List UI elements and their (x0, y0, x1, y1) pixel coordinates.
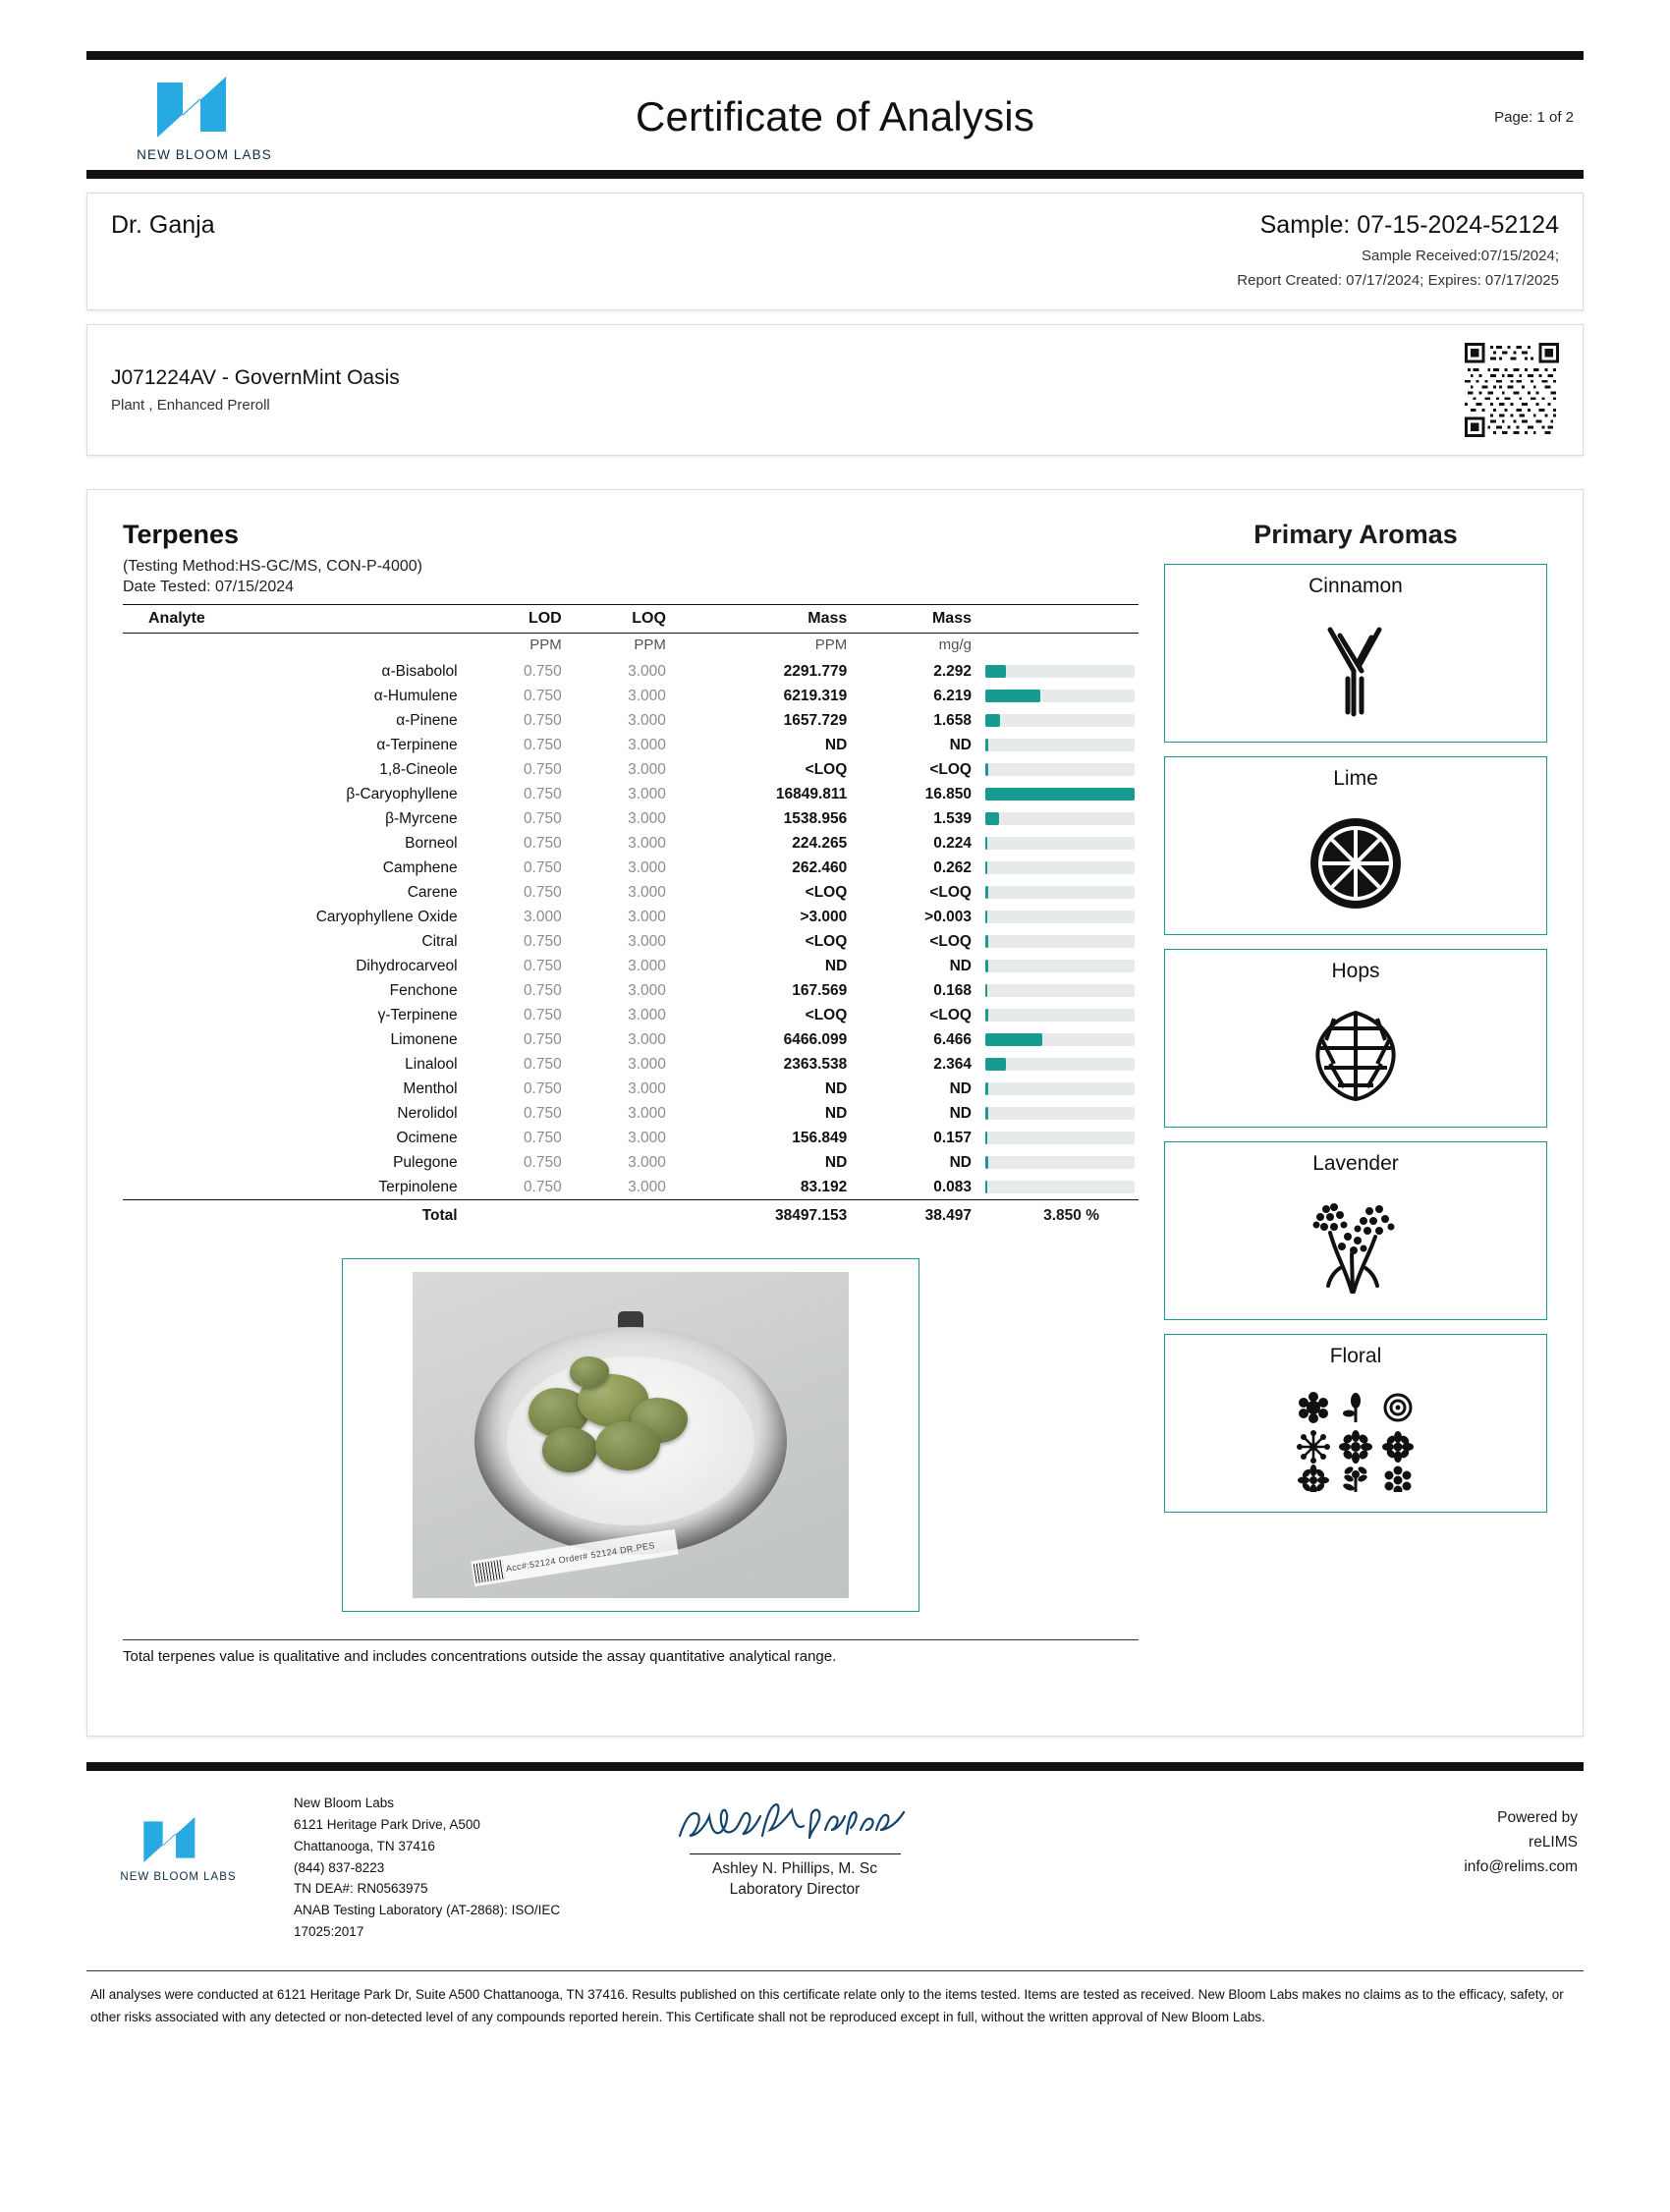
bar-track (985, 1058, 1135, 1071)
analyte-name: Nerolidol (397, 1104, 458, 1122)
analyte-mass-mgg: 1.539 (933, 809, 972, 827)
footer-logo (92, 1793, 264, 1883)
hops-cone-icon (1305, 985, 1407, 1127)
bar-track (985, 714, 1135, 727)
analyte-lod: 0.750 (523, 711, 562, 729)
analyte-name: Menthol (403, 1079, 458, 1097)
analyte-bar-cell (975, 880, 1139, 905)
total-percent: 3.850 % (975, 1200, 1139, 1229)
bar-track (985, 837, 1135, 850)
terpenes-table (123, 604, 1139, 1229)
analyte-mass-ppm: ND (824, 1104, 848, 1122)
analyte-lod: 0.750 (523, 687, 562, 704)
analyte-mass-ppm: <LOQ (805, 883, 848, 901)
col-analyte: Analyte (123, 605, 462, 634)
analyte-bar-cell (975, 1027, 1139, 1052)
aroma-card-hops (1164, 949, 1547, 1128)
table-row (123, 954, 1139, 978)
analyte-name: Borneol (405, 834, 458, 852)
table-row (123, 905, 1139, 929)
analyte-loq: 3.000 (628, 809, 666, 827)
lab-accreditation-2: 17025:2017 (294, 1924, 364, 1940)
aromas-title: Primary Aromas (1253, 520, 1458, 549)
analyte-loq: 3.000 (628, 1104, 666, 1122)
table-row (123, 1077, 1139, 1101)
bar-track (985, 1009, 1135, 1022)
table-row (123, 856, 1139, 880)
table-row (123, 1027, 1139, 1052)
results-card (86, 489, 1584, 1737)
analyte-mass-ppm: 2291.779 (783, 662, 848, 680)
analyte-lod: 0.750 (523, 1079, 562, 1097)
analyte-mass-mgg: 2.292 (933, 662, 972, 680)
analyte-loq: 3.000 (628, 834, 666, 852)
cannabis-nug (542, 1427, 597, 1472)
analyte-bar-cell (975, 905, 1139, 929)
coa-page (0, 51, 1670, 2212)
bar-fill (985, 1058, 1006, 1071)
analyte-loq: 3.000 (628, 1030, 666, 1048)
page-footer (86, 1771, 1584, 1943)
top-divider (86, 51, 1584, 60)
sample-id: Sample: 07-15-2024-52124 (1259, 211, 1559, 239)
bar-track (985, 911, 1135, 923)
primary-aromas-section (1164, 520, 1547, 1710)
signer-name: Ashley N. Phillips, M. Sc (712, 1860, 877, 1877)
analyte-mass-ppm: 83.192 (800, 1178, 848, 1195)
powered-by-label: Powered by (1497, 1809, 1578, 1826)
analyte-mass-mgg: 2.364 (933, 1055, 972, 1073)
analyte-mass-mgg: <LOQ (929, 883, 972, 901)
analyte-lod: 0.750 (523, 1153, 562, 1171)
terpenes-title: Terpenes (123, 520, 240, 549)
bar-fill (985, 1107, 988, 1120)
analyte-name: Caryophyllene Oxide (315, 908, 458, 925)
powered-by-email[interactable]: info@relims.com (1464, 1857, 1578, 1875)
analyte-mass-ppm: <LOQ (805, 760, 848, 778)
analyte-mass-ppm: 224.265 (792, 834, 848, 852)
analyte-mass-mgg: 0.168 (933, 981, 972, 999)
bar-track (985, 886, 1135, 899)
analyte-bar-cell (975, 856, 1139, 880)
sample-photograph (413, 1272, 849, 1598)
table-row (123, 1052, 1139, 1077)
analyte-name: γ-Terpinene (377, 1006, 458, 1023)
sample-photo-frame (342, 1258, 919, 1612)
citrus-slice-icon (1307, 793, 1405, 934)
page-header (86, 60, 1584, 170)
analyte-mass-mgg: 6.219 (933, 687, 972, 704)
analyte-name: α-Humulene (373, 687, 458, 704)
analyte-name: β-Caryophyllene (346, 785, 458, 802)
analyte-lod: 0.750 (523, 1178, 562, 1195)
analyte-mass-mgg: <LOQ (929, 760, 972, 778)
bar-fill (985, 788, 1135, 801)
bar-track (985, 1033, 1135, 1046)
analyte-mass-ppm: 262.460 (792, 858, 848, 876)
powered-by-name: reLIMS (1529, 1833, 1578, 1851)
analyte-bar-cell (975, 659, 1139, 684)
col-mass-ppm: Mass (670, 605, 851, 634)
bar-fill (985, 1156, 988, 1169)
bar-fill (985, 1009, 988, 1022)
analyte-lod: 0.750 (523, 1030, 562, 1048)
signature-image (647, 1797, 942, 1852)
total-ppm: 38497.153 (670, 1200, 851, 1229)
barcode-icon (473, 1559, 506, 1582)
table-row (123, 1150, 1139, 1175)
analyte-mass-ppm: >3.000 (800, 908, 848, 925)
analyte-mass-mgg: ND (949, 1079, 972, 1097)
analyte-bar-cell (975, 757, 1139, 782)
analyte-name: α-Pinene (396, 711, 458, 729)
lab-dea: TN DEA#: RN0563975 (294, 1881, 428, 1897)
analyte-loq: 3.000 (628, 736, 666, 753)
analyte-name: Ocimene (396, 1129, 458, 1146)
new-bloom-labs-logo-icon (138, 1814, 220, 1865)
analyte-lod: 0.750 (523, 809, 562, 827)
table-row (123, 1175, 1139, 1200)
analyte-lod: 0.750 (523, 662, 562, 680)
bar-fill (985, 665, 1006, 678)
analyte-mass-ppm: 6219.319 (783, 687, 848, 704)
analyte-bar-cell (975, 806, 1139, 831)
table-row (123, 733, 1139, 757)
bar-track (985, 665, 1135, 678)
table-row (123, 757, 1139, 782)
analyte-bar-cell (975, 929, 1139, 954)
dish-label-text: Acc#:52124 Order# 52124 DR.PES (505, 1539, 656, 1574)
analyte-lod: 0.750 (523, 736, 562, 753)
aroma-label: Cinnamon (1308, 575, 1403, 597)
analyte-lod: 0.750 (523, 760, 562, 778)
bar-track (985, 861, 1135, 874)
table-row (123, 684, 1139, 708)
analyte-mass-ppm: ND (824, 736, 848, 753)
analyte-loq: 3.000 (628, 1079, 666, 1097)
analyte-lod: 0.750 (523, 834, 562, 852)
signature-block (647, 1793, 942, 1899)
bar-fill (985, 911, 987, 923)
brand-logo (96, 73, 312, 162)
signer-role: Laboratory Director (729, 1881, 861, 1898)
analyte-mass-mgg: ND (949, 1153, 972, 1171)
bar-fill (985, 690, 1040, 702)
lab-name: New Bloom Labs (294, 1796, 395, 1810)
unit-loq: PPM (634, 636, 666, 653)
table-row (123, 806, 1139, 831)
analyte-bar-cell (975, 1101, 1139, 1126)
analyte-loq: 3.000 (628, 1129, 666, 1146)
table-row (123, 880, 1139, 905)
table-row (123, 782, 1139, 806)
flowers-grid-icon (1292, 1370, 1420, 1512)
unit-ppm: PPM (814, 636, 848, 653)
analyte-mass-ppm: 16849.811 (775, 785, 848, 802)
analyte-mass-mgg: 6.466 (933, 1030, 972, 1048)
analyte-bar-cell (975, 684, 1139, 708)
bar-fill (985, 960, 988, 972)
analyte-mass-mgg: 0.157 (933, 1129, 972, 1146)
aroma-card-floral (1164, 1334, 1547, 1513)
bar-track (985, 984, 1135, 997)
analyte-lod: 0.750 (523, 883, 562, 901)
analyte-bar-cell (975, 1150, 1139, 1175)
analyte-mass-ppm: 1657.729 (783, 711, 848, 729)
bar-track (985, 1107, 1135, 1120)
analyte-mass-mgg: 16.850 (924, 785, 972, 802)
sample-info-panel (86, 324, 1584, 456)
analyte-name: Limonene (390, 1030, 458, 1048)
bar-track (985, 1181, 1135, 1193)
bar-fill (985, 1082, 988, 1095)
analyte-name: Carene (407, 883, 458, 901)
sample-subtitle: Plant , Enhanced Preroll (111, 397, 270, 414)
sample-title: J071224AV - GovernMint Oasis (111, 366, 400, 389)
analyte-lod: 0.750 (523, 957, 562, 974)
bar-fill (985, 812, 999, 825)
bar-track (985, 812, 1135, 825)
analyte-mass-mgg: <LOQ (929, 932, 972, 950)
terpenes-section (123, 520, 1139, 1710)
analyte-loq: 3.000 (628, 662, 666, 680)
bar-track (985, 739, 1135, 751)
analyte-bar-cell (975, 708, 1139, 733)
bar-fill (985, 984, 987, 997)
bar-fill (985, 861, 987, 874)
table-row (123, 1126, 1139, 1150)
terpenes-footnote: Total terpenes value is qualitative and includes concentrations outside the assay quantitative analytical range. (123, 1647, 837, 1665)
lab-address-block (294, 1793, 618, 1943)
bottom-divider (86, 1762, 1584, 1771)
page-number: Page: 1 of 2 (1494, 108, 1574, 126)
analyte-name: Citral (421, 932, 458, 950)
analyte-loq: 3.000 (628, 981, 666, 999)
analyte-mass-ppm: <LOQ (805, 1006, 848, 1023)
testing-method: (Testing Method:HS-GC/MS, CON-P-4000) (123, 558, 422, 575)
qr-code[interactable] (1465, 343, 1559, 437)
analyte-lod: 0.750 (523, 981, 562, 999)
analyte-loq: 3.000 (628, 858, 666, 876)
analyte-mass-ppm: ND (824, 957, 848, 974)
analyte-lod: 0.750 (523, 1006, 562, 1023)
analyte-lod: 0.750 (523, 1129, 562, 1146)
analyte-bar-cell (975, 978, 1139, 1003)
report-dates: Report Created: 07/17/2024; Expires: 07/17/2025 (1237, 271, 1559, 289)
analyte-loq: 3.000 (628, 1178, 666, 1195)
analyte-mass-ppm: 167.569 (792, 981, 848, 999)
analyte-name: Fenchone (389, 981, 458, 999)
bar-fill (985, 739, 988, 751)
lab-accreditation: ANAB Testing Laboratory (AT-2868): ISO/IEC (294, 1903, 561, 1918)
bar-track (985, 690, 1135, 702)
bar-track (985, 935, 1135, 948)
analyte-mass-mgg: 0.083 (933, 1178, 972, 1195)
aroma-label: Hops (1331, 960, 1380, 982)
header-divider (86, 170, 1584, 179)
client-name: Dr. Ganja (111, 211, 215, 239)
lab-address-2: Chattanooga, TN 37416 (294, 1838, 435, 1853)
bar-fill (985, 714, 1000, 727)
powered-by-block (972, 1793, 1578, 1879)
analyte-mass-ppm: ND (824, 1153, 848, 1171)
analyte-mass-mgg: 0.224 (933, 834, 972, 852)
lab-address-1: 6121 Heritage Park Drive, A500 (294, 1816, 480, 1832)
analyte-mass-ppm: <LOQ (805, 932, 848, 950)
table-row (123, 978, 1139, 1003)
analyte-mass-ppm: 156.849 (792, 1129, 848, 1146)
analyte-mass-ppm: 2363.538 (783, 1055, 848, 1073)
analyte-mass-mgg: 1.658 (933, 711, 972, 729)
analyte-lod: 0.750 (523, 858, 562, 876)
col-mass-mgg: Mass (851, 605, 975, 634)
cannabis-nug (595, 1421, 660, 1470)
analyte-name: Pulegone (393, 1153, 458, 1171)
col-lod: LOD (462, 605, 566, 634)
analyte-mass-mgg: ND (949, 736, 972, 753)
analyte-mass-ppm: 1538.956 (783, 809, 848, 827)
analyte-mass-mgg: ND (949, 1104, 972, 1122)
bar-fill (985, 935, 988, 948)
analyte-loq: 3.000 (628, 1006, 666, 1023)
bar-fill (985, 1132, 987, 1144)
lavender-sprigs-icon (1301, 1178, 1411, 1319)
analyte-bar-cell (975, 733, 1139, 757)
analyte-lod: 0.750 (523, 932, 562, 950)
bar-track (985, 960, 1135, 972)
table-total-row (123, 1200, 1139, 1229)
bar-fill (985, 1033, 1042, 1046)
bar-track (985, 788, 1135, 801)
unit-mgg: mg/g (938, 636, 972, 653)
analyte-name: Dihydrocarveol (356, 957, 458, 974)
analyte-loq: 3.000 (628, 687, 666, 704)
bar-fill (985, 763, 988, 776)
aroma-label: Lime (1333, 767, 1378, 790)
analyte-lod: 0.750 (523, 785, 562, 802)
analyte-loq: 3.000 (628, 711, 666, 729)
analyte-loq: 3.000 (628, 932, 666, 950)
analyte-mass-ppm: 6466.099 (783, 1030, 848, 1048)
aroma-card-lime (1164, 756, 1547, 935)
table-row (123, 708, 1139, 733)
analyte-loq: 3.000 (628, 1153, 666, 1171)
analyte-mass-mgg: 0.262 (933, 858, 972, 876)
new-bloom-labs-logo-icon (149, 73, 259, 141)
analyte-name: Camphene (382, 858, 458, 876)
bar-track (985, 1082, 1135, 1095)
analyte-loq: 3.000 (628, 957, 666, 974)
analyte-loq: 3.000 (628, 883, 666, 901)
bar-track (985, 1132, 1135, 1144)
analyte-loq: 3.000 (628, 785, 666, 802)
table-row (123, 1101, 1139, 1126)
footer-logo-wordmark: NEW BLOOM LABS (120, 1871, 237, 1883)
bar-fill (985, 886, 988, 899)
cannabis-nug (570, 1356, 609, 1388)
analyte-name: 1,8-Cineole (379, 760, 458, 778)
unit-lod: PPM (529, 636, 562, 653)
analyte-lod: 0.750 (523, 1104, 562, 1122)
table-row (123, 831, 1139, 856)
analyte-bar-cell (975, 1126, 1139, 1150)
aroma-label: Lavender (1312, 1152, 1399, 1175)
cinnamon-sticks-icon (1310, 600, 1401, 742)
client-info-panel (86, 193, 1584, 310)
analyte-bar-cell (975, 954, 1139, 978)
bar-fill (985, 837, 987, 850)
analyte-bar-cell (975, 831, 1139, 856)
analyte-bar-cell (975, 1052, 1139, 1077)
analyte-name: Terpinolene (378, 1178, 458, 1195)
analyte-mass-ppm: ND (824, 1079, 848, 1097)
aroma-card-cinnamon (1164, 564, 1547, 743)
document-title: Certificate of Analysis (635, 93, 1035, 139)
table-row (123, 929, 1139, 954)
signature-line (690, 1853, 901, 1854)
analyte-name: α-Terpinene (376, 736, 458, 753)
analyte-bar-cell (975, 782, 1139, 806)
analyte-bar-cell (975, 1003, 1139, 1027)
analyte-mass-mgg: >0.003 (924, 908, 972, 925)
table-row (123, 659, 1139, 684)
disclaimer-text: All analyses were conducted at 6121 Heritage Park Dr, Suite A500 Chattanooga, TN 37416. Results published on this certificate relate only to the items tested. Items are tested as received. New Bloom Labs makes no claims as to the efficacy, safety, or other risks associated with any detected or non-detected level of any compounds reported herein. This Certificate shall not be reproduced except in full, without the written approval of New Bloom Labs. (90, 1987, 1564, 2025)
analyte-mass-mgg: ND (949, 957, 972, 974)
analyte-mass-mgg: <LOQ (929, 1006, 972, 1023)
col-loq: LOQ (566, 605, 670, 634)
logo-wordmark: NEW BLOOM LABS (137, 146, 272, 162)
analyte-name: Linalool (405, 1055, 458, 1073)
sample-received: Sample Received:07/15/2024; (1362, 248, 1559, 264)
analyte-lod: 0.750 (523, 1055, 562, 1073)
bar-track (985, 763, 1135, 776)
aroma-label: Floral (1329, 1345, 1382, 1367)
lab-phone: (844) 837-8223 (294, 1859, 385, 1875)
bar-track (985, 1156, 1135, 1169)
analyte-bar-cell (975, 1077, 1139, 1101)
analyte-loq: 3.000 (628, 1055, 666, 1073)
analyte-name: α-Bisabolol (381, 662, 458, 680)
total-mgg: 38.497 (851, 1200, 975, 1229)
analyte-loq: 3.000 (628, 760, 666, 778)
analyte-lod: 3.000 (523, 908, 562, 925)
analyte-bar-cell (975, 1175, 1139, 1200)
bar-fill (985, 1181, 987, 1193)
total-label: Total (123, 1200, 462, 1229)
aroma-card-lavender (1164, 1141, 1547, 1320)
analyte-loq: 3.000 (628, 908, 666, 925)
analyte-name: β-Myrcene (385, 809, 458, 827)
table-row (123, 1003, 1139, 1027)
date-tested: Date Tested: 07/15/2024 (123, 579, 295, 595)
